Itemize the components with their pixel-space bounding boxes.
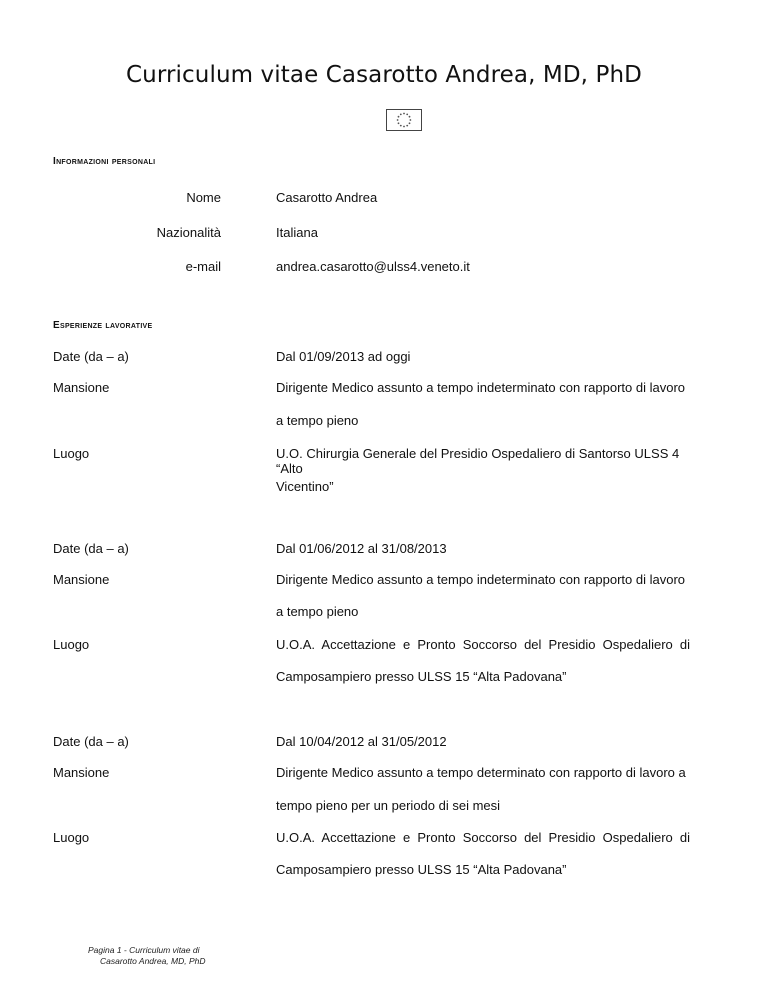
value-date: Dal 01/09/2013 ad oggi [276, 349, 411, 364]
label-place: Luogo [53, 637, 90, 652]
label-place: Luogo [53, 446, 90, 461]
section-work-experience: Esperienze lavorative [53, 320, 153, 331]
footer-line1: Pagina 1 - Curriculum vitae di [88, 945, 200, 955]
value-place-line1: U.O.A. Accettazione e Pronto Soccorso del Presidio Ospedaliero di [276, 830, 690, 845]
label-role: Mansione [53, 380, 110, 395]
value-role-line1: Dirigente Medico assunto a tempo indeterminato con rapporto di lavoro [276, 572, 686, 587]
value-place-line1: U.O.A. Accettazione e Pronto Soccorso del Presidio Ospedaliero di [276, 637, 690, 652]
value-email: andrea.casarotto@ulss4.veneto.it [276, 259, 470, 274]
label-date: Date (da – a) [53, 734, 129, 749]
label-date: Date (da – a) [53, 349, 129, 364]
value-name: Casarotto Andrea [276, 190, 378, 205]
label-role: Mansione [53, 572, 110, 587]
value-role-line2: a tempo pieno [276, 604, 359, 619]
eu-stars-icon [387, 110, 421, 130]
label-date: Date (da – a) [53, 541, 129, 556]
value-place-line2: Camposampiero presso ULSS 15 “Alta Padovana” [276, 862, 567, 877]
section-personal-info: Informazioni personali [53, 156, 156, 167]
value-place-line2: Camposampiero presso ULSS 15 “Alta Padovana” [276, 669, 567, 684]
value-place-line2: Vicentino” [276, 479, 334, 494]
value-date: Dal 10/04/2012 al 31/05/2012 [276, 734, 447, 749]
value-date: Dal 01/06/2012 al 31/08/2013 [276, 541, 447, 556]
label-nationality: Nazionalità [156, 225, 221, 240]
footer-line2: Casarotto Andrea, MD, PhD [100, 956, 206, 966]
label-place: Luogo [53, 830, 90, 845]
label-name: Nome [186, 190, 221, 205]
label-role: Mansione [53, 765, 110, 780]
value-nationality: Italiana [276, 225, 318, 240]
page-title: Curriculum vitae Casarotto Andrea, MD, PhD [126, 62, 642, 88]
value-role-line2: tempo pieno per un periodo di sei mesi [276, 798, 501, 813]
eu-flag-icon [386, 109, 422, 131]
value-role-line1: Dirigente Medico assunto a tempo determinato con rapporto di lavoro a [276, 765, 686, 780]
value-role-line1: Dirigente Medico assunto a tempo indeterminato con rapporto di lavoro [276, 380, 686, 395]
value-place-line1: U.O. Chirurgia Generale del Presidio Ospedaliero di Santorso ULSS 4 “Alto [276, 446, 680, 476]
page-footer [88, 945, 206, 967]
label-email: e-mail [185, 259, 221, 274]
value-role-line2: a tempo pieno [276, 413, 359, 428]
